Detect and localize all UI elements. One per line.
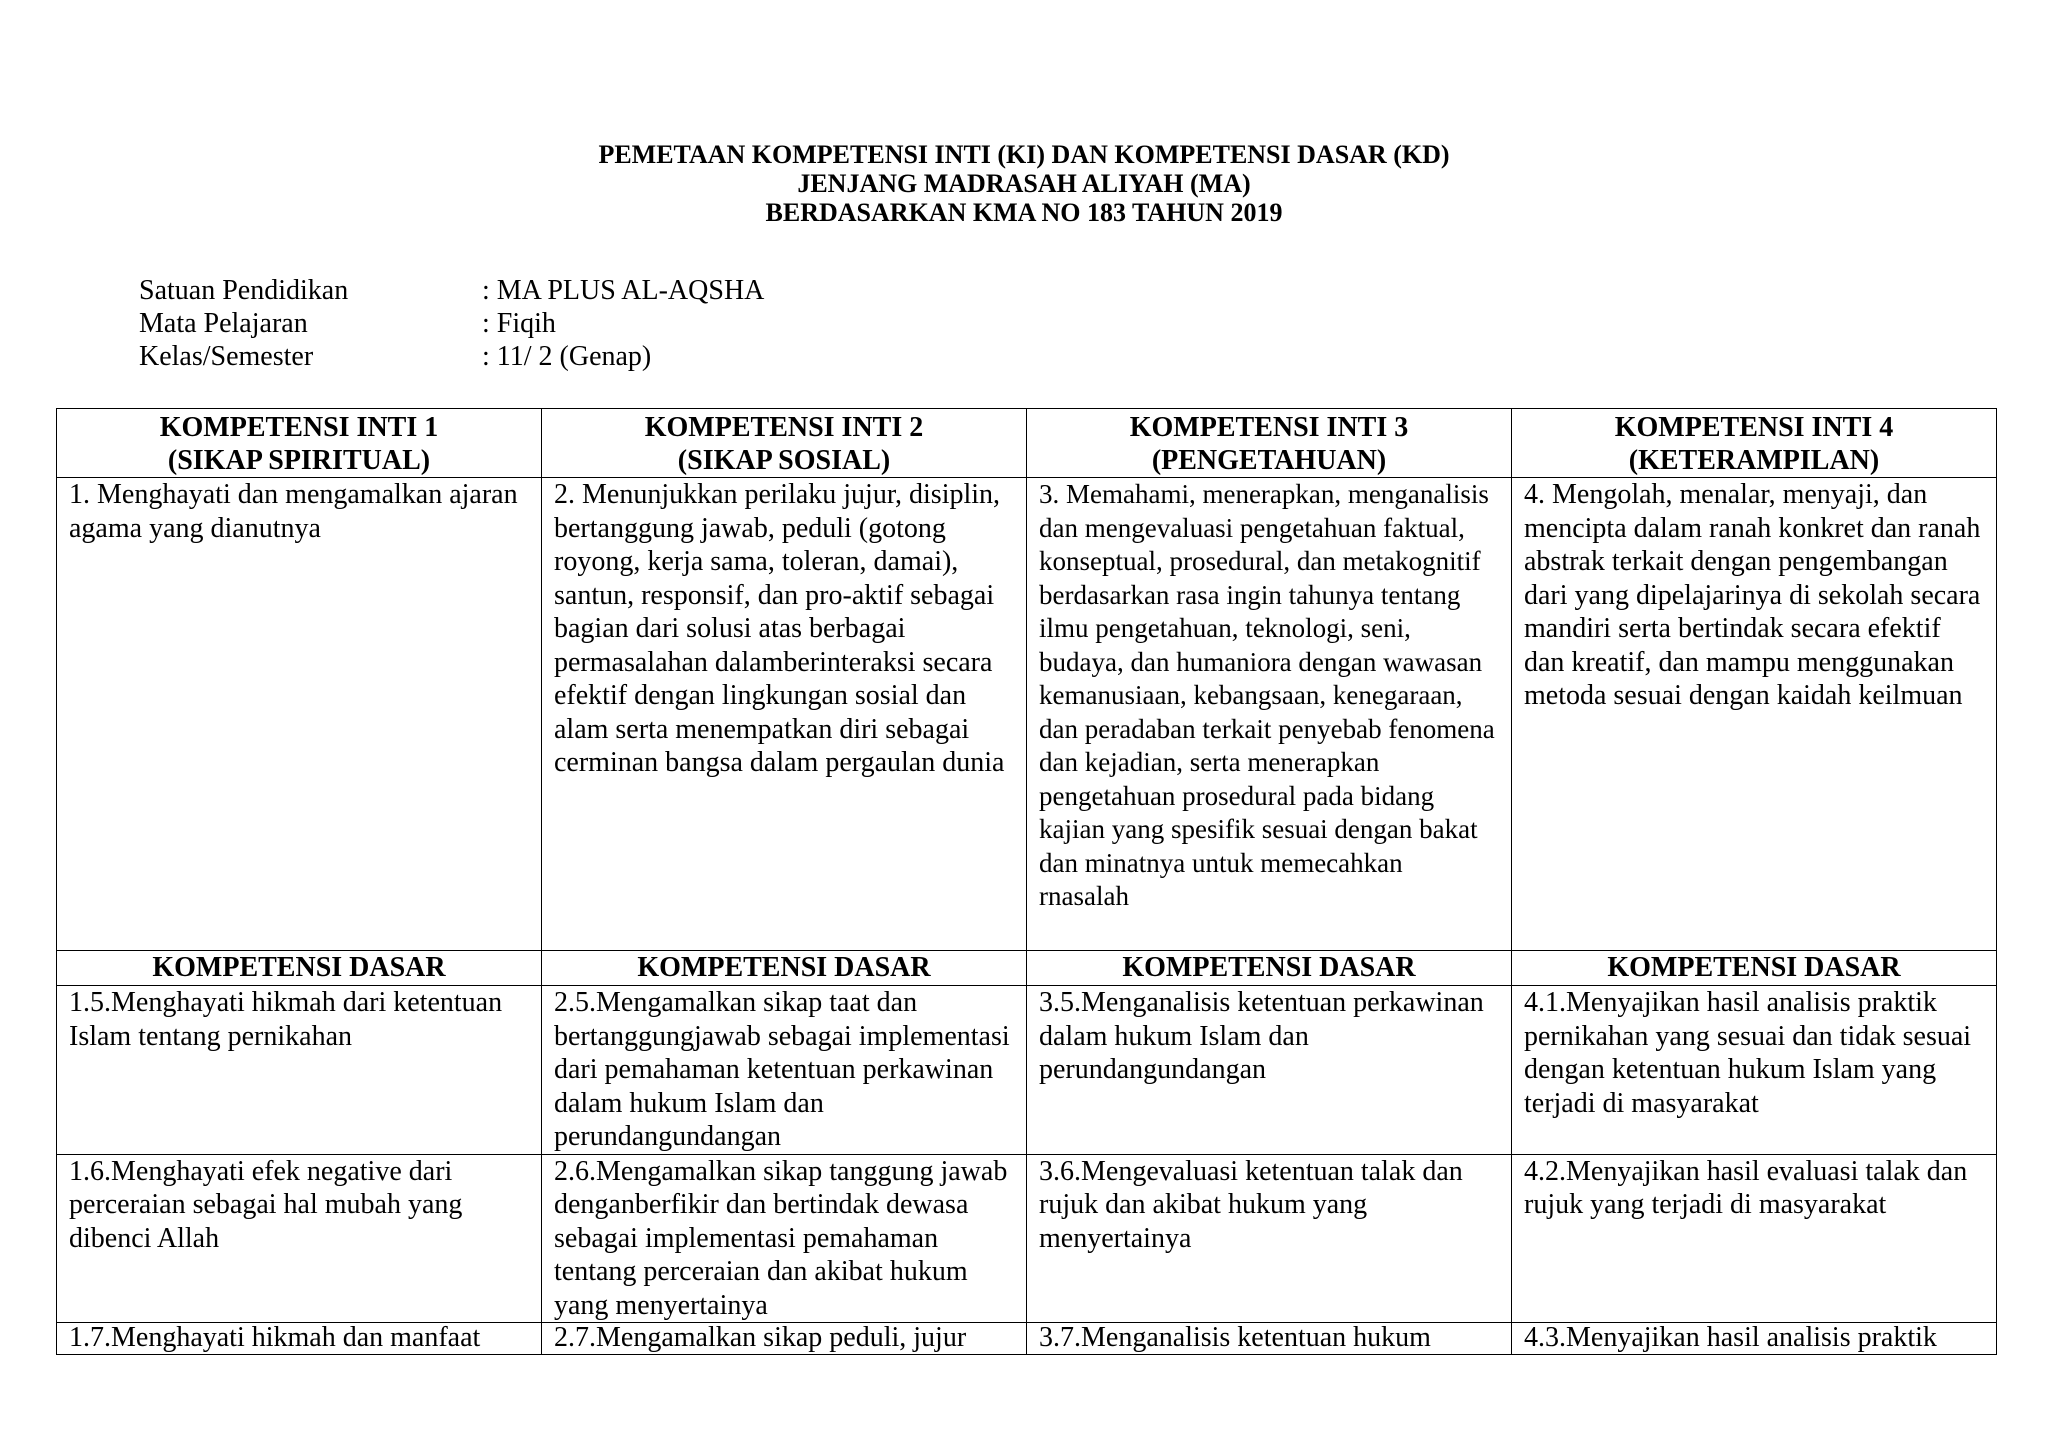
meta-row-satuan bbox=[139, 274, 764, 307]
kd-cell: 3.6.Mengevaluasi ketentuan talak dan rujuk dan akibat hukum yang menyertainya bbox=[1027, 1154, 1512, 1323]
meta-value: : Fiqih bbox=[482, 308, 556, 339]
title-line-2: JENJANG MADRASAH ALIYAH (MA) bbox=[797, 169, 1251, 198]
kd-cell: 3.7.Menganalisis ketentuan hukum bbox=[1027, 1323, 1512, 1355]
kd-cell: 3.5.Menganalisis ketentuan perkawinan dalam hukum Islam dan perundangundangan bbox=[1027, 986, 1512, 1155]
ki-text-4: 4. Mengolah, menalar, menyaji, dan mencipta dalam ranah konkret dan ranah abstrak terkait dengan pengembangan dari yang dipelajarinya di sekolah secara mandiri serta bertindak secara efektif dan kreatif, dan mampu menggunakan metoda sesuai dengan kaidah keilmuan bbox=[1512, 478, 1997, 951]
kd-cell: 4.3.Menyajikan hasil analisis praktik bbox=[1512, 1323, 1997, 1355]
ki-header-subtitle: (KETERAMPILAN) bbox=[1628, 445, 1880, 476]
title-line-3: BERDASARKAN KMA NO 183 TAHUN 2019 bbox=[765, 198, 1283, 227]
kd-cell: 1.6.Menghayati efek negative dari perceraian sebagai hal mubah yang dibenci Allah bbox=[57, 1154, 542, 1323]
ki-header-4 bbox=[1512, 409, 1997, 478]
kd-row bbox=[57, 1323, 1997, 1355]
kd-header-3: KOMPETENSI DASAR bbox=[1027, 951, 1512, 986]
document-title bbox=[0, 140, 2048, 227]
ki-header-1 bbox=[57, 409, 542, 478]
ki-kd-table bbox=[56, 408, 1997, 1355]
document-meta bbox=[139, 274, 764, 373]
kd-header-row bbox=[57, 951, 1997, 986]
ki-text-2: 2. Menunjukkan perilaku jujur, disiplin, bertanggung jawab, peduli (gotong royong, kerja sama, toleran, damai), santun, responsif, dan pro-aktif sebagai bagian dari solusi atas berbagai permasalahan dalamberinteraksi secara efektif dengan lingkungan sosial dan alam serta menempatkan diri sebagai cerminan bangsa dalam pergaulan dunia bbox=[542, 478, 1027, 951]
ki-text-1: 1. Menghayati dan mengamalkan ajaran agama yang dianutnya bbox=[57, 478, 542, 951]
meta-value: : MA PLUS AL-AQSHA bbox=[482, 275, 765, 306]
title-line-1: PEMETAAN KOMPETENSI INTI (KI) DAN KOMPETENSI DASAR (KD) bbox=[598, 140, 1450, 169]
ki-header-title: KOMPETENSI INTI 3 bbox=[1129, 412, 1409, 443]
kd-row bbox=[57, 1154, 1997, 1323]
kd-cell: 1.7.Menghayati hikmah dan manfaat bbox=[57, 1323, 542, 1355]
meta-label: Satuan Pendidikan bbox=[139, 275, 349, 306]
meta-label: Mata Pelajaran bbox=[139, 308, 308, 339]
ki-text-3: 3. Memahami, menerapkan, menganalisis dan mengevaluasi pengetahuan faktual, konseptual, prosedural, dan metakognitif berdasarkan rasa ingin tahunya tentang ilmu pengetahuan, teknologi, seni, budaya, dan humaniora dengan wawasan kemanusiaan, kebangsaan, kenegaraan, dan peradaban terkait penyebab fenomena dan kejadian, serta menerapkan pengetahuan prosedural pada bidang kajian yang spesifik sesuai dengan bakat dan minatnya untuk memecahkan rnasalah bbox=[1027, 478, 1512, 951]
ki-header-title: KOMPETENSI INTI 1 bbox=[159, 412, 439, 443]
kd-header-1: KOMPETENSI DASAR bbox=[57, 951, 542, 986]
meta-label: Kelas/Semester bbox=[139, 341, 314, 372]
meta-row-mapel bbox=[139, 307, 764, 340]
ki-header-3 bbox=[1027, 409, 1512, 478]
ki-header-title: KOMPETENSI INTI 4 bbox=[1614, 412, 1894, 443]
ki-header-row bbox=[57, 409, 1997, 478]
ki-header-subtitle: (SIKAP SPIRITUAL) bbox=[167, 445, 431, 476]
kd-cell: 2.6.Mengamalkan sikap tanggung jawab denganberfikir dan bertindak dewasa sebagai implementasi pemahaman tentang perceraian dan akibat hukum yang menyertainya bbox=[542, 1154, 1027, 1323]
kd-row bbox=[57, 986, 1997, 1155]
kd-cell: 4.1.Menyajikan hasil analisis praktik pernikahan yang sesuai dan tidak sesuai dengan ketentuan hukum Islam yang terjadi di masyarakat bbox=[1512, 986, 1997, 1155]
ki-text-row bbox=[57, 478, 1997, 951]
ki-header-subtitle: (PENGETAHUAN) bbox=[1151, 445, 1387, 476]
kd-header-2: KOMPETENSI DASAR bbox=[542, 951, 1027, 986]
ki-header-title: KOMPETENSI INTI 2 bbox=[644, 412, 924, 443]
meta-value: : 11/ 2 (Genap) bbox=[482, 341, 652, 372]
kd-cell: 2.7.Mengamalkan sikap peduli, jujur bbox=[542, 1323, 1027, 1355]
kd-cell: 1.5.Menghayati hikmah dari ketentuan Islam tentang pernikahan bbox=[57, 986, 542, 1155]
kd-cell: 2.5.Mengamalkan sikap taat dan bertanggungjawab sebagai implementasi dari pemahaman ketentuan perkawinan dalam hukum Islam dan perundangundangan bbox=[542, 986, 1027, 1155]
ki-header-subtitle: (SIKAP SOSIAL) bbox=[677, 445, 891, 476]
kd-header-4: KOMPETENSI DASAR bbox=[1512, 951, 1997, 986]
meta-row-kelas bbox=[139, 340, 764, 373]
kd-cell: 4.2.Menyajikan hasil evaluasi talak dan rujuk yang terjadi di masyarakat bbox=[1512, 1154, 1997, 1323]
ki-header-2 bbox=[542, 409, 1027, 478]
